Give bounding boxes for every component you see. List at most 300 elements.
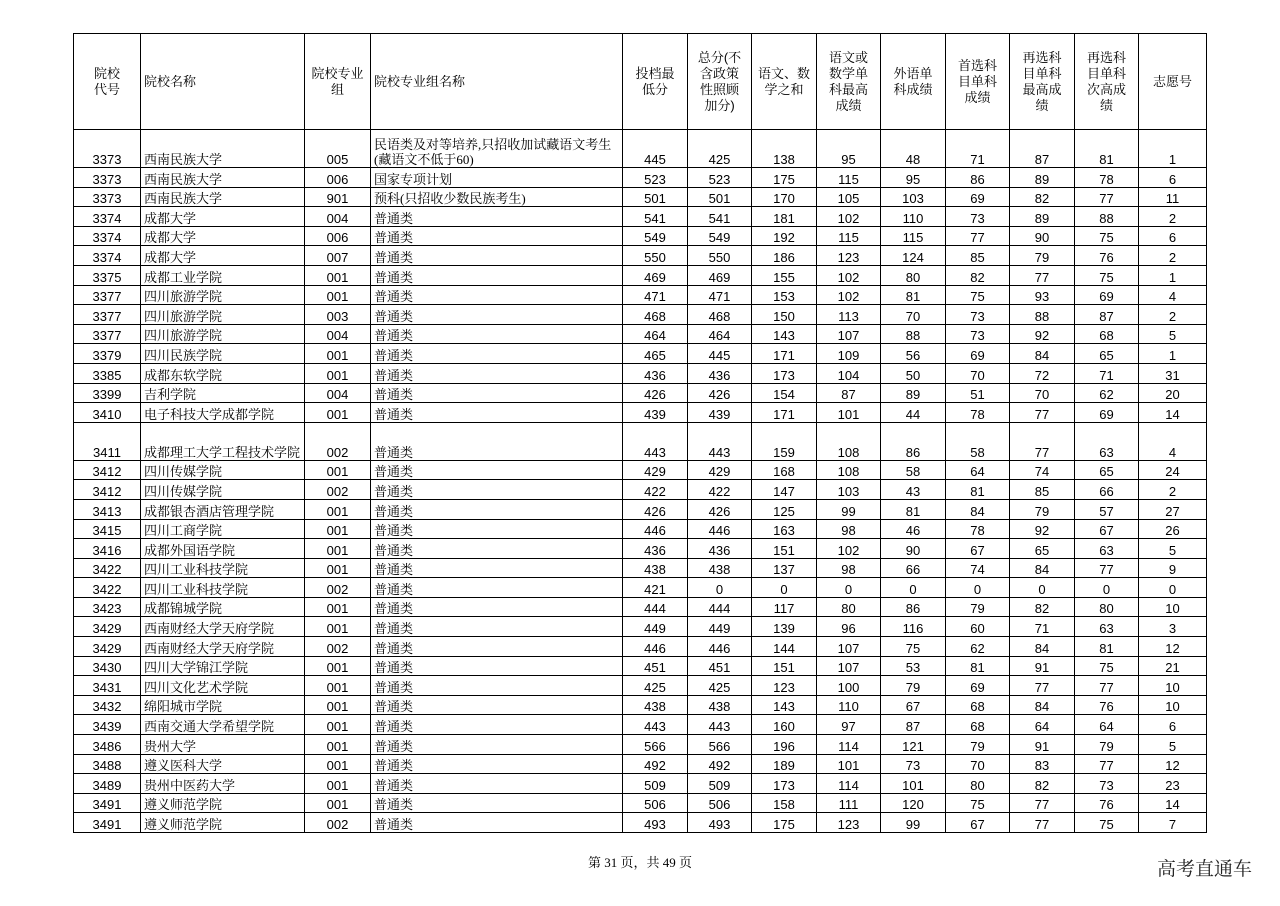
cell-school-code: 3486 — [74, 735, 141, 755]
cell-min-score: 464 — [623, 324, 688, 344]
cell-reselect-second: 77 — [1075, 187, 1139, 207]
table-row — [74, 187, 1207, 207]
cell-school-name: 四川文化艺术学院 — [141, 676, 305, 696]
cell-reselect-second: 76 — [1075, 793, 1139, 813]
cell-single-max: 101 — [817, 403, 881, 423]
cell-chinese-math-sum: 147 — [752, 480, 817, 500]
cell-group-name: 普通类 — [371, 460, 623, 480]
cell-group-name: 普通类 — [371, 754, 623, 774]
cell-chinese-math-sum: 0 — [752, 578, 817, 598]
cell-group-name: 普通类 — [371, 813, 623, 833]
cell-first-choice: 82 — [946, 265, 1010, 285]
cell-min-score: 436 — [623, 363, 688, 383]
cell-group-code: 001 — [305, 597, 371, 617]
cell-reselect-max: 92 — [1010, 324, 1075, 344]
cell-school-code: 3399 — [74, 383, 141, 403]
cell-total-score: 523 — [688, 168, 752, 188]
table-row — [74, 168, 1207, 188]
cell-min-score: 445 — [623, 130, 688, 168]
cell-group-name: 普通类 — [371, 480, 623, 500]
table-row — [74, 695, 1207, 715]
cell-reselect-second: 63 — [1075, 617, 1139, 637]
header-total-score: 总分(不含政策性照顾加分) — [688, 34, 752, 130]
watermark: 高考直通车 — [1156, 858, 1252, 880]
cell-single-max: 102 — [817, 265, 881, 285]
table-header-row — [74, 34, 1207, 130]
cell-reselect-max: 93 — [1010, 285, 1075, 305]
cell-reselect-second: 0 — [1075, 578, 1139, 598]
cell-group-code: 001 — [305, 363, 371, 383]
cell-school-name: 成都工业学院 — [141, 265, 305, 285]
cell-reselect-max: 84 — [1010, 344, 1075, 364]
cell-chinese-math-sum: 168 — [752, 460, 817, 480]
cell-school-name: 四川传媒学院 — [141, 480, 305, 500]
cell-group-code: 001 — [305, 793, 371, 813]
cell-total-score: 469 — [688, 265, 752, 285]
cell-reselect-second: 66 — [1075, 480, 1139, 500]
cell-first-choice: 51 — [946, 383, 1010, 403]
cell-min-score: 438 — [623, 558, 688, 578]
cell-group-code: 001 — [305, 695, 371, 715]
cell-first-choice: 86 — [946, 168, 1010, 188]
cell-group-code: 003 — [305, 305, 371, 325]
cell-reselect-max: 79 — [1010, 499, 1075, 519]
cell-total-score: 436 — [688, 539, 752, 559]
cell-chinese-math-sum: 117 — [752, 597, 817, 617]
cell-foreign-language: 124 — [881, 246, 946, 266]
cell-wish-number: 23 — [1139, 774, 1207, 794]
cell-min-score: 549 — [623, 226, 688, 246]
cell-group-name: 普通类 — [371, 226, 623, 246]
cell-single-max: 108 — [817, 422, 881, 460]
cell-wish-number: 31 — [1139, 363, 1207, 383]
cell-reselect-max: 90 — [1010, 226, 1075, 246]
cell-group-code: 004 — [305, 207, 371, 227]
cell-foreign-language: 46 — [881, 519, 946, 539]
cell-reselect-max: 87 — [1010, 130, 1075, 168]
cell-group-name: 普通类 — [371, 715, 623, 735]
cell-foreign-language: 86 — [881, 422, 946, 460]
cell-wish-number: 1 — [1139, 265, 1207, 285]
cell-reselect-second: 75 — [1075, 226, 1139, 246]
cell-foreign-language: 87 — [881, 715, 946, 735]
cell-single-max: 101 — [817, 754, 881, 774]
cell-first-choice: 58 — [946, 422, 1010, 460]
cell-single-max: 98 — [817, 519, 881, 539]
cell-min-score: 449 — [623, 617, 688, 637]
cell-min-score: 471 — [623, 285, 688, 305]
cell-school-code: 3374 — [74, 226, 141, 246]
cell-school-name: 成都银杏酒店管理学院 — [141, 499, 305, 519]
cell-reselect-second: 75 — [1075, 656, 1139, 676]
cell-group-name: 普通类 — [371, 637, 623, 657]
cell-min-score: 465 — [623, 344, 688, 364]
cell-reselect-second: 64 — [1075, 715, 1139, 735]
cell-school-code: 3373 — [74, 130, 141, 168]
cell-total-score: 426 — [688, 499, 752, 519]
cell-group-name: 普通类 — [371, 285, 623, 305]
cell-group-name: 普通类 — [371, 207, 623, 227]
cell-single-max: 123 — [817, 813, 881, 833]
cell-group-name: 普通类 — [371, 403, 623, 423]
cell-chinese-math-sum: 150 — [752, 305, 817, 325]
cell-single-max: 110 — [817, 695, 881, 715]
cell-school-name: 成都锦城学院 — [141, 597, 305, 617]
cell-school-code: 3489 — [74, 774, 141, 794]
cell-foreign-language: 121 — [881, 735, 946, 755]
table-row — [74, 305, 1207, 325]
cell-first-choice: 84 — [946, 499, 1010, 519]
table-row — [74, 813, 1207, 833]
cell-reselect-max: 82 — [1010, 187, 1075, 207]
cell-wish-number: 14 — [1139, 793, 1207, 813]
cell-reselect-max: 92 — [1010, 519, 1075, 539]
cell-foreign-language: 66 — [881, 558, 946, 578]
cell-reselect-second: 68 — [1075, 324, 1139, 344]
cell-total-score: 436 — [688, 363, 752, 383]
cell-total-score: 429 — [688, 460, 752, 480]
cell-group-name: 国家专项计划 — [371, 168, 623, 188]
cell-school-code: 3410 — [74, 403, 141, 423]
cell-foreign-language: 79 — [881, 676, 946, 696]
cell-group-code: 005 — [305, 130, 371, 168]
cell-first-choice: 78 — [946, 519, 1010, 539]
cell-reselect-second: 77 — [1075, 754, 1139, 774]
cell-group-code: 004 — [305, 383, 371, 403]
cell-school-code: 3429 — [74, 617, 141, 637]
cell-group-name: 普通类 — [371, 383, 623, 403]
cell-wish-number: 10 — [1139, 597, 1207, 617]
cell-single-max: 102 — [817, 285, 881, 305]
cell-chinese-math-sum: 151 — [752, 539, 817, 559]
cell-school-code: 3430 — [74, 656, 141, 676]
table-row — [74, 344, 1207, 364]
table-row — [74, 637, 1207, 657]
cell-school-code: 3423 — [74, 597, 141, 617]
cell-school-code: 3422 — [74, 578, 141, 598]
table-row — [74, 363, 1207, 383]
cell-group-code: 001 — [305, 265, 371, 285]
page-footer: 第 31 页，共 49 页 — [587, 855, 692, 870]
cell-first-choice: 70 — [946, 754, 1010, 774]
header-group-name: 院校专业组名称 — [371, 34, 623, 130]
cell-min-score: 425 — [623, 676, 688, 696]
cell-total-score: 445 — [688, 344, 752, 364]
cell-reselect-max: 74 — [1010, 460, 1075, 480]
cell-group-code: 004 — [305, 324, 371, 344]
cell-reselect-second: 87 — [1075, 305, 1139, 325]
cell-foreign-language: 53 — [881, 656, 946, 676]
cell-total-score: 550 — [688, 246, 752, 266]
cell-school-code: 3413 — [74, 499, 141, 519]
cell-reselect-second: 73 — [1075, 774, 1139, 794]
cell-group-code: 002 — [305, 578, 371, 598]
cell-school-name: 成都理工大学工程技术学院 — [141, 422, 305, 460]
cell-min-score: 492 — [623, 754, 688, 774]
table-row — [74, 519, 1207, 539]
cell-chinese-math-sum: 175 — [752, 813, 817, 833]
cell-wish-number: 10 — [1139, 695, 1207, 715]
cell-reselect-max: 89 — [1010, 207, 1075, 227]
cell-first-choice: 68 — [946, 695, 1010, 715]
cell-school-name: 吉利学院 — [141, 383, 305, 403]
cell-wish-number: 7 — [1139, 813, 1207, 833]
cell-first-choice: 75 — [946, 793, 1010, 813]
cell-single-max: 102 — [817, 539, 881, 559]
cell-school-code: 3374 — [74, 246, 141, 266]
cell-single-max: 115 — [817, 226, 881, 246]
cell-reselect-second: 69 — [1075, 285, 1139, 305]
cell-single-max: 107 — [817, 324, 881, 344]
cell-group-name: 普通类 — [371, 617, 623, 637]
cell-single-max: 105 — [817, 187, 881, 207]
table-row — [74, 774, 1207, 794]
cell-reselect-max: 72 — [1010, 363, 1075, 383]
cell-min-score: 541 — [623, 207, 688, 227]
cell-foreign-language: 90 — [881, 539, 946, 559]
cell-school-name: 四川工业科技学院 — [141, 578, 305, 598]
cell-reselect-max: 77 — [1010, 813, 1075, 833]
cell-single-max: 104 — [817, 363, 881, 383]
cell-school-code: 3431 — [74, 676, 141, 696]
cell-total-score: 506 — [688, 793, 752, 813]
cell-reselect-second: 65 — [1075, 460, 1139, 480]
cell-group-name: 普通类 — [371, 499, 623, 519]
cell-wish-number: 0 — [1139, 578, 1207, 598]
cell-foreign-language: 99 — [881, 813, 946, 833]
cell-first-choice: 80 — [946, 774, 1010, 794]
cell-min-score: 426 — [623, 383, 688, 403]
cell-min-score: 451 — [623, 656, 688, 676]
table-row — [74, 578, 1207, 598]
cell-group-code: 006 — [305, 226, 371, 246]
cell-total-score: 549 — [688, 226, 752, 246]
cell-school-name: 四川旅游学院 — [141, 285, 305, 305]
cell-school-code: 3373 — [74, 187, 141, 207]
cell-single-max: 107 — [817, 656, 881, 676]
cell-group-name: 民语类及对等培养,只招收加试藏语文考生(藏语文不低于60) — [371, 130, 623, 168]
cell-foreign-language: 58 — [881, 460, 946, 480]
cell-min-score: 506 — [623, 793, 688, 813]
cell-school-code: 3488 — [74, 754, 141, 774]
cell-school-name: 四川旅游学院 — [141, 305, 305, 325]
cell-first-choice: 69 — [946, 187, 1010, 207]
cell-min-score: 509 — [623, 774, 688, 794]
cell-total-score: 451 — [688, 656, 752, 676]
cell-first-choice: 0 — [946, 578, 1010, 598]
header-group-code: 院校专业组 — [305, 34, 371, 130]
table-row — [74, 715, 1207, 735]
cell-school-name: 贵州中医药大学 — [141, 774, 305, 794]
cell-foreign-language: 116 — [881, 617, 946, 637]
cell-group-name: 普通类 — [371, 344, 623, 364]
cell-total-score: 443 — [688, 422, 752, 460]
cell-single-max: 103 — [817, 480, 881, 500]
cell-reselect-max: 77 — [1010, 265, 1075, 285]
cell-chinese-math-sum: 173 — [752, 774, 817, 794]
cell-single-max: 113 — [817, 305, 881, 325]
cell-group-code: 001 — [305, 774, 371, 794]
cell-total-score: 492 — [688, 754, 752, 774]
header-school-name: 院校名称 — [141, 34, 305, 130]
cell-single-max: 114 — [817, 774, 881, 794]
cell-min-score: 493 — [623, 813, 688, 833]
table-row — [74, 460, 1207, 480]
cell-school-code: 3377 — [74, 305, 141, 325]
cell-reselect-second: 65 — [1075, 344, 1139, 364]
cell-single-max: 95 — [817, 130, 881, 168]
cell-reselect-max: 89 — [1010, 168, 1075, 188]
cell-reselect-second: 62 — [1075, 383, 1139, 403]
cell-chinese-math-sum: 181 — [752, 207, 817, 227]
cell-wish-number: 14 — [1139, 403, 1207, 423]
cell-reselect-max: 79 — [1010, 246, 1075, 266]
cell-total-score: 541 — [688, 207, 752, 227]
cell-total-score: 444 — [688, 597, 752, 617]
cell-first-choice: 62 — [946, 637, 1010, 657]
cell-single-max: 109 — [817, 344, 881, 364]
cell-min-score: 469 — [623, 265, 688, 285]
cell-group-name: 普通类 — [371, 578, 623, 598]
table-row — [74, 383, 1207, 403]
cell-total-score: 509 — [688, 774, 752, 794]
cell-first-choice: 78 — [946, 403, 1010, 423]
cell-group-name: 普通类 — [371, 656, 623, 676]
cell-chinese-math-sum: 160 — [752, 715, 817, 735]
cell-min-score: 438 — [623, 695, 688, 715]
cell-reselect-max: 84 — [1010, 695, 1075, 715]
cell-school-name: 电子科技大学成都学院 — [141, 403, 305, 423]
cell-group-name: 普通类 — [371, 676, 623, 696]
cell-school-name: 四川工业科技学院 — [141, 558, 305, 578]
cell-reselect-max: 0 — [1010, 578, 1075, 598]
cell-total-score: 501 — [688, 187, 752, 207]
cell-reselect-max: 70 — [1010, 383, 1075, 403]
cell-wish-number: 24 — [1139, 460, 1207, 480]
cell-first-choice: 79 — [946, 735, 1010, 755]
table-row — [74, 735, 1207, 755]
cell-wish-number: 6 — [1139, 168, 1207, 188]
cell-single-max: 111 — [817, 793, 881, 813]
cell-school-name: 贵州大学 — [141, 735, 305, 755]
cell-reselect-max: 77 — [1010, 676, 1075, 696]
cell-reselect-max: 77 — [1010, 422, 1075, 460]
cell-reselect-second: 67 — [1075, 519, 1139, 539]
cell-chinese-math-sum: 125 — [752, 499, 817, 519]
cell-first-choice: 70 — [946, 363, 1010, 383]
cell-first-choice: 74 — [946, 558, 1010, 578]
cell-school-code: 3379 — [74, 344, 141, 364]
cell-total-score: 0 — [688, 578, 752, 598]
cell-min-score: 443 — [623, 422, 688, 460]
cell-school-code: 3377 — [74, 324, 141, 344]
cell-foreign-language: 80 — [881, 265, 946, 285]
cell-first-choice: 79 — [946, 597, 1010, 617]
cell-group-name: 普通类 — [371, 246, 623, 266]
cell-min-score: 421 — [623, 578, 688, 598]
cell-school-code: 3412 — [74, 460, 141, 480]
cell-school-name: 四川民族学院 — [141, 344, 305, 364]
cell-chinese-math-sum: 173 — [752, 363, 817, 383]
cell-chinese-math-sum: 139 — [752, 617, 817, 637]
cell-reselect-second: 57 — [1075, 499, 1139, 519]
cell-reselect-second: 76 — [1075, 246, 1139, 266]
cell-single-max: 97 — [817, 715, 881, 735]
cell-chinese-math-sum: 189 — [752, 754, 817, 774]
cell-group-code: 001 — [305, 617, 371, 637]
cell-school-code: 3415 — [74, 519, 141, 539]
cell-single-max: 107 — [817, 637, 881, 657]
cell-first-choice: 81 — [946, 656, 1010, 676]
cell-school-code: 3491 — [74, 813, 141, 833]
cell-foreign-language: 81 — [881, 285, 946, 305]
cell-min-score: 422 — [623, 480, 688, 500]
cell-school-name: 四川旅游学院 — [141, 324, 305, 344]
table-row — [74, 324, 1207, 344]
cell-total-score: 443 — [688, 715, 752, 735]
cell-foreign-language: 67 — [881, 695, 946, 715]
cell-first-choice: 67 — [946, 539, 1010, 559]
cell-total-score: 566 — [688, 735, 752, 755]
cell-chinese-math-sum: 196 — [752, 735, 817, 755]
cell-total-score: 426 — [688, 383, 752, 403]
cell-school-name: 绵阳城市学院 — [141, 695, 305, 715]
cell-wish-number: 6 — [1139, 226, 1207, 246]
cell-group-code: 002 — [305, 480, 371, 500]
header-reselect-second: 再选科目单科次高成绩 — [1075, 34, 1139, 130]
table-row — [74, 676, 1207, 696]
cell-group-code: 001 — [305, 460, 371, 480]
cell-reselect-max: 82 — [1010, 597, 1075, 617]
cell-reselect-max: 84 — [1010, 558, 1075, 578]
cell-reselect-second: 77 — [1075, 558, 1139, 578]
cell-min-score: 446 — [623, 519, 688, 539]
cell-group-code: 901 — [305, 187, 371, 207]
cell-school-name: 成都外国语学院 — [141, 539, 305, 559]
cell-school-name: 成都大学 — [141, 207, 305, 227]
header-chinese-math-sum: 语文、数学之和 — [752, 34, 817, 130]
cell-reselect-max: 85 — [1010, 480, 1075, 500]
cell-group-code: 001 — [305, 735, 371, 755]
cell-group-name: 普通类 — [371, 774, 623, 794]
cell-foreign-language: 89 — [881, 383, 946, 403]
cell-reselect-second: 80 — [1075, 597, 1139, 617]
header-single-max: 语文或数学单科最高成绩 — [817, 34, 881, 130]
cell-group-code: 001 — [305, 539, 371, 559]
cell-foreign-language: 0 — [881, 578, 946, 598]
cell-reselect-max: 82 — [1010, 774, 1075, 794]
cell-reselect-max: 64 — [1010, 715, 1075, 735]
admission-score-table — [73, 33, 1206, 833]
cell-chinese-math-sum: 170 — [752, 187, 817, 207]
table-row — [74, 207, 1207, 227]
cell-school-code: 3411 — [74, 422, 141, 460]
cell-first-choice: 68 — [946, 715, 1010, 735]
cell-min-score: 501 — [623, 187, 688, 207]
table-row — [74, 265, 1207, 285]
cell-group-name: 普通类 — [371, 558, 623, 578]
cell-total-score: 438 — [688, 695, 752, 715]
cell-wish-number: 2 — [1139, 480, 1207, 500]
cell-chinese-math-sum: 153 — [752, 285, 817, 305]
cell-min-score: 444 — [623, 597, 688, 617]
cell-school-name: 遵义医科大学 — [141, 754, 305, 774]
cell-total-score: 471 — [688, 285, 752, 305]
cell-school-code: 3375 — [74, 265, 141, 285]
cell-foreign-language: 75 — [881, 637, 946, 657]
table-row — [74, 422, 1207, 460]
cell-reselect-second: 76 — [1075, 695, 1139, 715]
